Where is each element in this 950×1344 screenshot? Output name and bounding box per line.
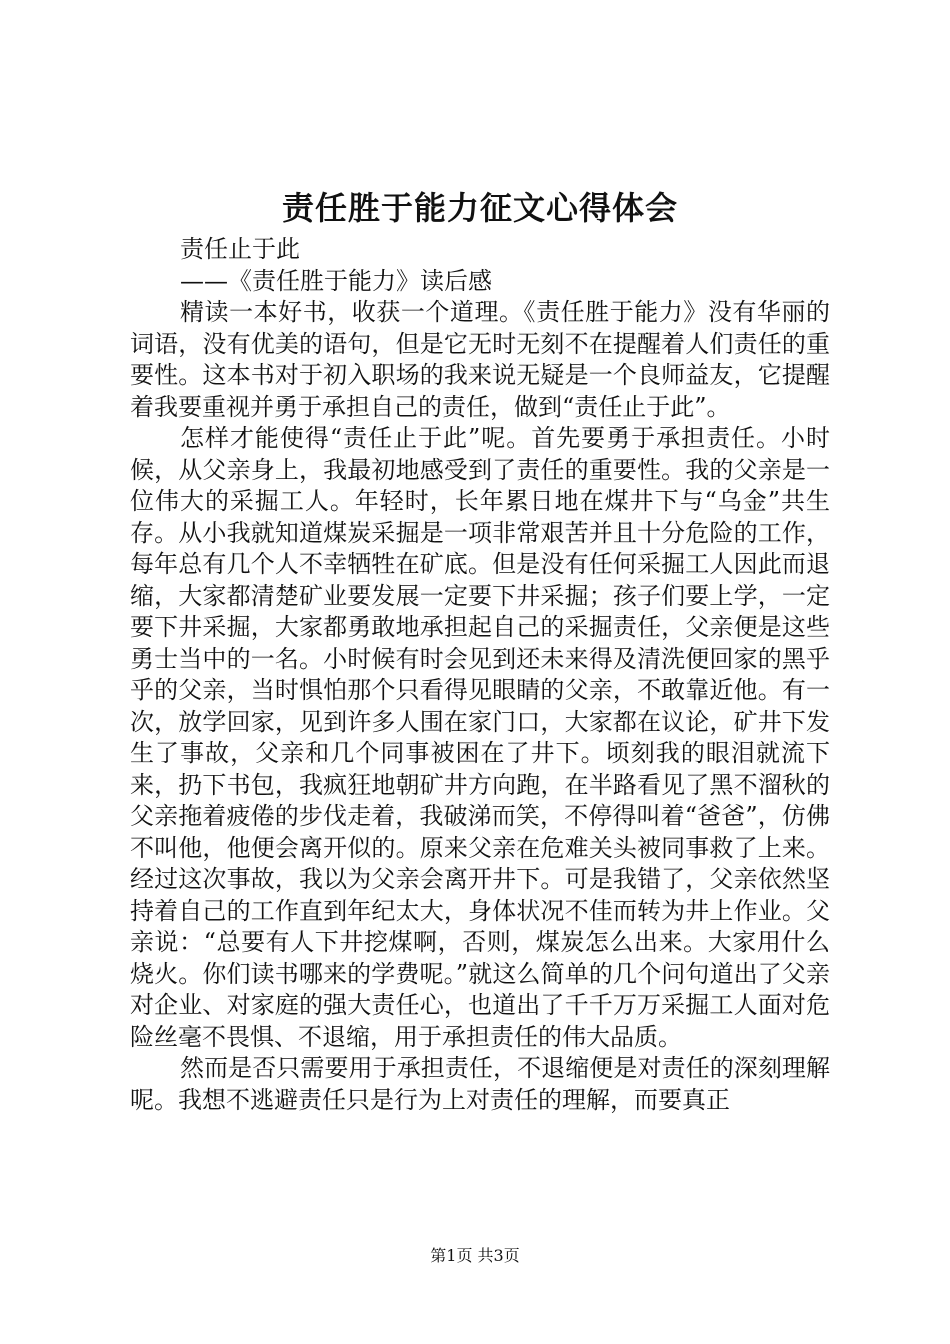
subtitle-line: ——《责任胜于能力》读后感	[180, 266, 492, 295]
page-number: 第1页 共3页	[430, 1246, 520, 1265]
paragraph: 精读一本好书，收获一个道理。《责任胜于能力》没有华丽的词语，没有优美的语句，但是它无时无刻不在提醒着人们责任的重要性。这本书对于初入职场的我来说无疑是一个良师益友，它提醒着我要重视并勇于承担自己的责任，做到“责任止于此”。	[130, 298, 830, 421]
document-title: 责任胜于能力征文心得体会	[281, 189, 678, 227]
subtitle-line: 责任止于此	[180, 235, 300, 263]
paragraph: 怎样才能使得“责任止于此”呢。首先要勇于承担责任。小时候，从父亲身上，我最初地感受到了责任的重要性。我的父亲是一位伟大的采掘工人。年轻时，长年累日地在煤井下与“乌金”共生存。从小我就知道煤炭采掘是一项非常艰苦并且十分危险的工作，每年总有几个人不幸牺牲在矿底。但是没有任何采掘工人因此而退缩，大家都清楚矿业要发展一定要下井采掘；孩子们要上学，一定要下井采掘，大家都勇敢地承担起自己的采掘责任，父亲便是这些勇士当中的一名。小时候有时会见到还未来得及清洗便回家的黑乎乎的父亲，当时惧怕那个只看得见眼睛的父亲，不敢靠近他。有一次，放学回家，见到许多人围在家门口，大家都在议论，矿井下发生了事故，父亲和几个同事被困在了井下。顷刻我的眼泪就流下来，扔下书包，我疯狂地朝矿井方向跑，在半路看见了黑不溜秋的父亲拖着疲倦的步伐走着，我破涕而笑，不停得叫着“爸爸”，仿佛不叫他，他便会离开似的。原来父亲在危难关头被同事救了上来。经过这次事故，我以为父亲会离开井下。可是我错了，父亲依然坚持着自己的工作直到年纪太大，身体状况不佳而转为井上作业。父亲说：“总要有人下井挖煤啊，否则，煤炭怎么出来。大家用什么烧火。你们读书哪来的学费呢。”就这么简单的几个问句道出了父亲对企业、对家庭的强大责任心，也道出了千千万万采掘工人面对危险丝毫不畏惧、不退缩，用于承担责任的伟大品质。	[130, 424, 830, 1051]
paragraph: 然而是否只需要用于承担责任，不退缩便是对责任的深刻理解呢。我想不逃避责任只是行为上对责任的理解，而要真正	[130, 1054, 830, 1114]
document-body	[130, 234, 830, 1116]
